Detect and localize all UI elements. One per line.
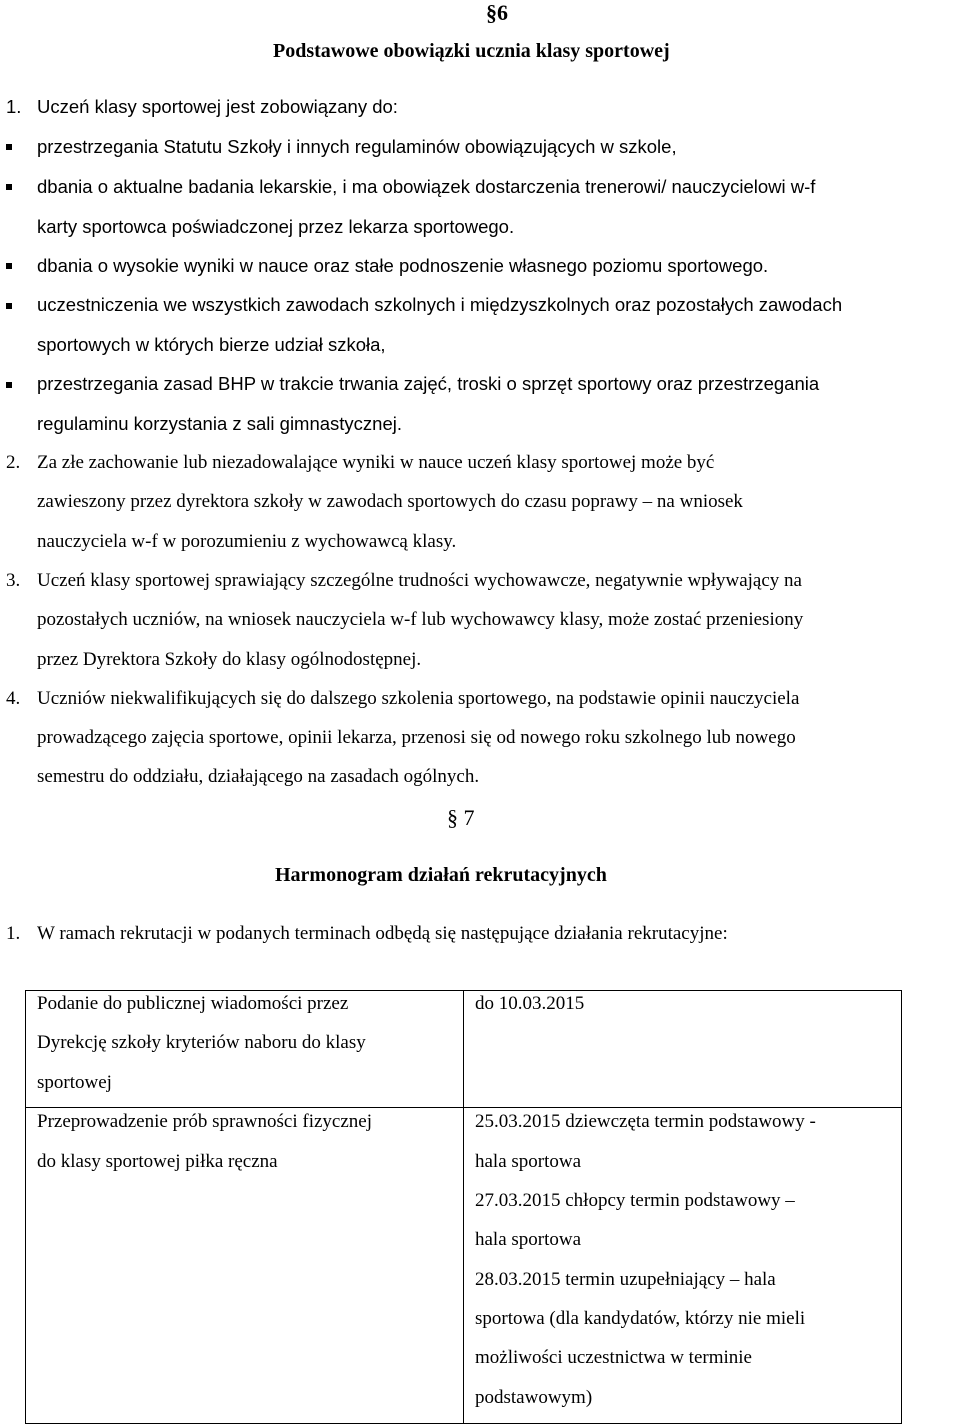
item-4-line: Uczniów niekwalifikujących się do dalszego szkolenia sportowego, na podstawie opinii nauczyciela — [37, 688, 800, 709]
table-cell-text: do klasy sportowej piłka ręczna — [37, 1151, 278, 1172]
table-cell-date: 28.03.2015 termin uzupełniający – hala — [475, 1269, 776, 1290]
item-3-number: 3. — [6, 570, 21, 591]
bullet-item: dbania o wysokie wyniki w nauce oraz stałe podnoszenie własnego poziomu sportowego. — [37, 255, 769, 276]
item-3-line: przez Dyrektora Szkoły do klasy ogólnodostępnej. — [37, 649, 422, 670]
item-4-number: 4. — [6, 688, 21, 709]
section-7-title: Harmonogram działań rekrutacyjnych — [275, 864, 607, 886]
table-cell-date: 25.03.2015 dziewczęta termin podstawowy - — [475, 1111, 816, 1132]
table-border — [25, 990, 26, 1424]
item-2-line: zawieszony przez dyrektora szkoły w zawodach sportowych do czasu poprawy – na wniosek — [37, 491, 743, 512]
bullet-item-continuation: sportowych w których bierze udział szkoła, — [37, 334, 386, 355]
table-cell-date: do 10.03.2015 — [475, 993, 585, 1014]
table-cell-date: podstawowym) — [475, 1387, 593, 1408]
table-cell-date: hala sportowa — [475, 1229, 582, 1250]
bullet-square-icon — [6, 144, 12, 150]
table-border — [901, 990, 902, 1424]
item-1-number: 1. — [6, 923, 21, 944]
bullet-square-icon — [6, 184, 12, 190]
item-2-line: Za złe zachowanie lub niezadowalające wyniki w nauce uczeń klasy sportowej może być — [37, 452, 715, 473]
section-7-heading: § 7 — [447, 805, 475, 830]
item-3-line: Uczeń klasy sportowej sprawiający szczególne trudności wychowawcze, negatywnie wpływający na — [37, 570, 802, 591]
table-cell-date: hala sportowa — [475, 1151, 582, 1172]
item-1-intro: Uczeń klasy sportowej jest zobowiązany do: — [37, 96, 398, 117]
bullet-item: uczestniczenia we wszystkich zawodach szkolnych i międzyszkolnych oraz pozostałych zawodach — [37, 294, 843, 315]
bullet-item: dbania o aktualne badania lekarskie, i ma obowiązek dostarczenia trenerowi/ nauczycielowi w-f — [37, 176, 816, 197]
bullet-square-icon — [6, 303, 12, 309]
bullet-item: przestrzegania Statutu Szkoły i innych regulaminów obowiązujących w szkole, — [37, 136, 677, 157]
table-cell-date: sportowa (dla kandydatów, którzy nie mieli — [475, 1308, 806, 1329]
bullet-square-icon — [6, 382, 12, 388]
table-cell-text: Dyrekcję szkoły kryteriów naboru do klasy — [37, 1032, 366, 1053]
item-2-line: nauczyciela w-f w porozumieniu z wychowawcą klasy. — [37, 531, 457, 552]
table-cell-text: sportowej — [37, 1072, 112, 1093]
table-cell-text: Przeprowadzenie prób sprawności fizycznej — [37, 1111, 372, 1132]
bullet-item: przestrzegania zasad BHP w trakcie trwania zajęć, troski o sprzęt sportowy oraz przestrzegania — [37, 373, 820, 394]
item-2-number: 2. — [6, 452, 21, 473]
bullet-item-continuation: karty sportowca poświadczonej przez lekarza sportowego. — [37, 216, 515, 237]
bullet-item-continuation: regulaminu korzystania z sali gimnastycznej. — [37, 413, 403, 434]
section-6-heading: §6 — [486, 0, 508, 25]
table-border — [463, 990, 464, 1424]
section-6-title: Podstawowe obowiązki ucznia klasy sportowej — [273, 40, 670, 62]
item-1-text: W ramach rekrutacji w podanych terminach odbędą się następujące działania rekrutacyjne: — [37, 923, 728, 944]
bullet-square-icon — [6, 263, 12, 269]
table-cell-date: 27.03.2015 chłopcy termin podstawowy – — [475, 1190, 795, 1211]
item-4-line: semestru do oddziału, działającego na zasadach ogólnych. — [37, 766, 480, 787]
item-3-line: pozostałych uczniów, na wniosek nauczyciela w-f lub wychowawcy klasy, może zostać przeniesiony — [37, 609, 804, 630]
item-1-number: 1. — [6, 96, 22, 117]
table-cell-date: możliwości uczestnictwa w terminie — [475, 1347, 752, 1368]
table-cell-text: Podanie do publicznej wiadomości przez — [37, 993, 349, 1014]
item-4-line: prowadzącego zajęcia sportowe, opinii lekarza, przenosi się od nowego roku szkolnego lub nowego — [37, 727, 796, 748]
